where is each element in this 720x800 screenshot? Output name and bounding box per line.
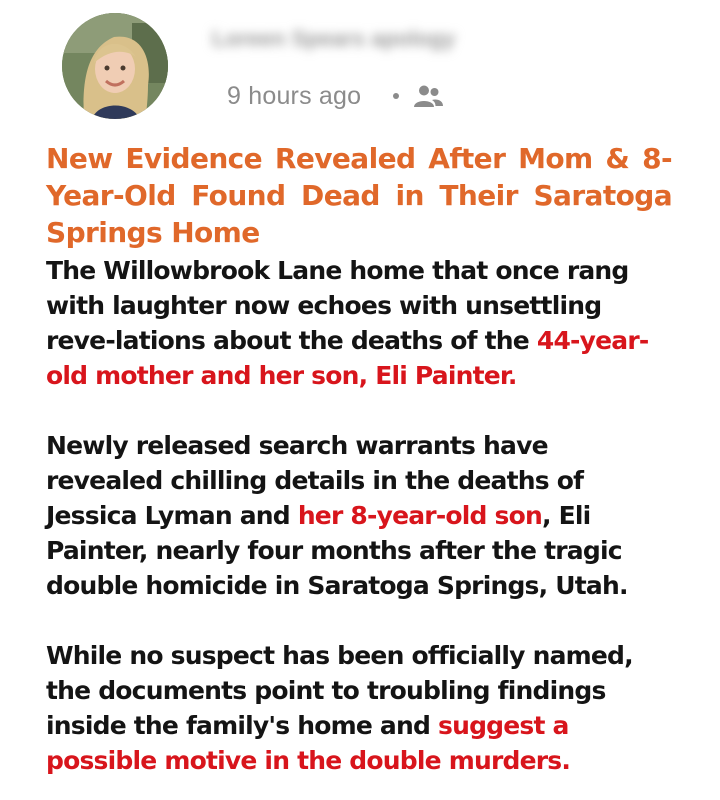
paragraph-3-text: While no suspect has been officially named, the documents point to troubling findings inside the family's home and [46,641,633,740]
post-meta [227,80,443,112]
avatar[interactable] [62,13,168,119]
author-name[interactable]: Loreen Spears apology [212,26,456,51]
post-header [0,0,720,130]
paragraph-3 [46,638,672,778]
paragraph-3-highlight: suggest a possible motive in the double murders. [46,711,571,775]
article-headline[interactable]: New Evidence Revealed After Mom & 8-Year-Old Found Dead in Their Saratoga Springs Home [46,142,672,249]
article-body [46,140,672,778]
friends-icon[interactable] [413,84,443,108]
paragraph-2-highlight: her 8-year-old son [297,501,542,530]
paragraph-2 [46,428,672,603]
paragraph-1-text: The Willowbrook Lane home that once rang with laughter now echoes with unsettling reve-lations about the deaths of the [46,256,629,355]
paragraph-1-highlight: 44-year-old mother and her son, Eli Painter. [46,326,649,390]
post-timestamp[interactable]: 9 hours ago [227,81,362,110]
avatar-image [62,13,168,119]
paragraph-2-text-after: , Eli Painter, nearly four months after the tragic double homicide in Saratoga Springs, Utah. [46,501,628,600]
paragraph-2-text-before: Newly released search warrants have revealed chilling details in the deaths of Jessica Lyman and [46,431,584,530]
meta-separator-dot [393,93,399,99]
paragraph-1 [46,253,672,393]
